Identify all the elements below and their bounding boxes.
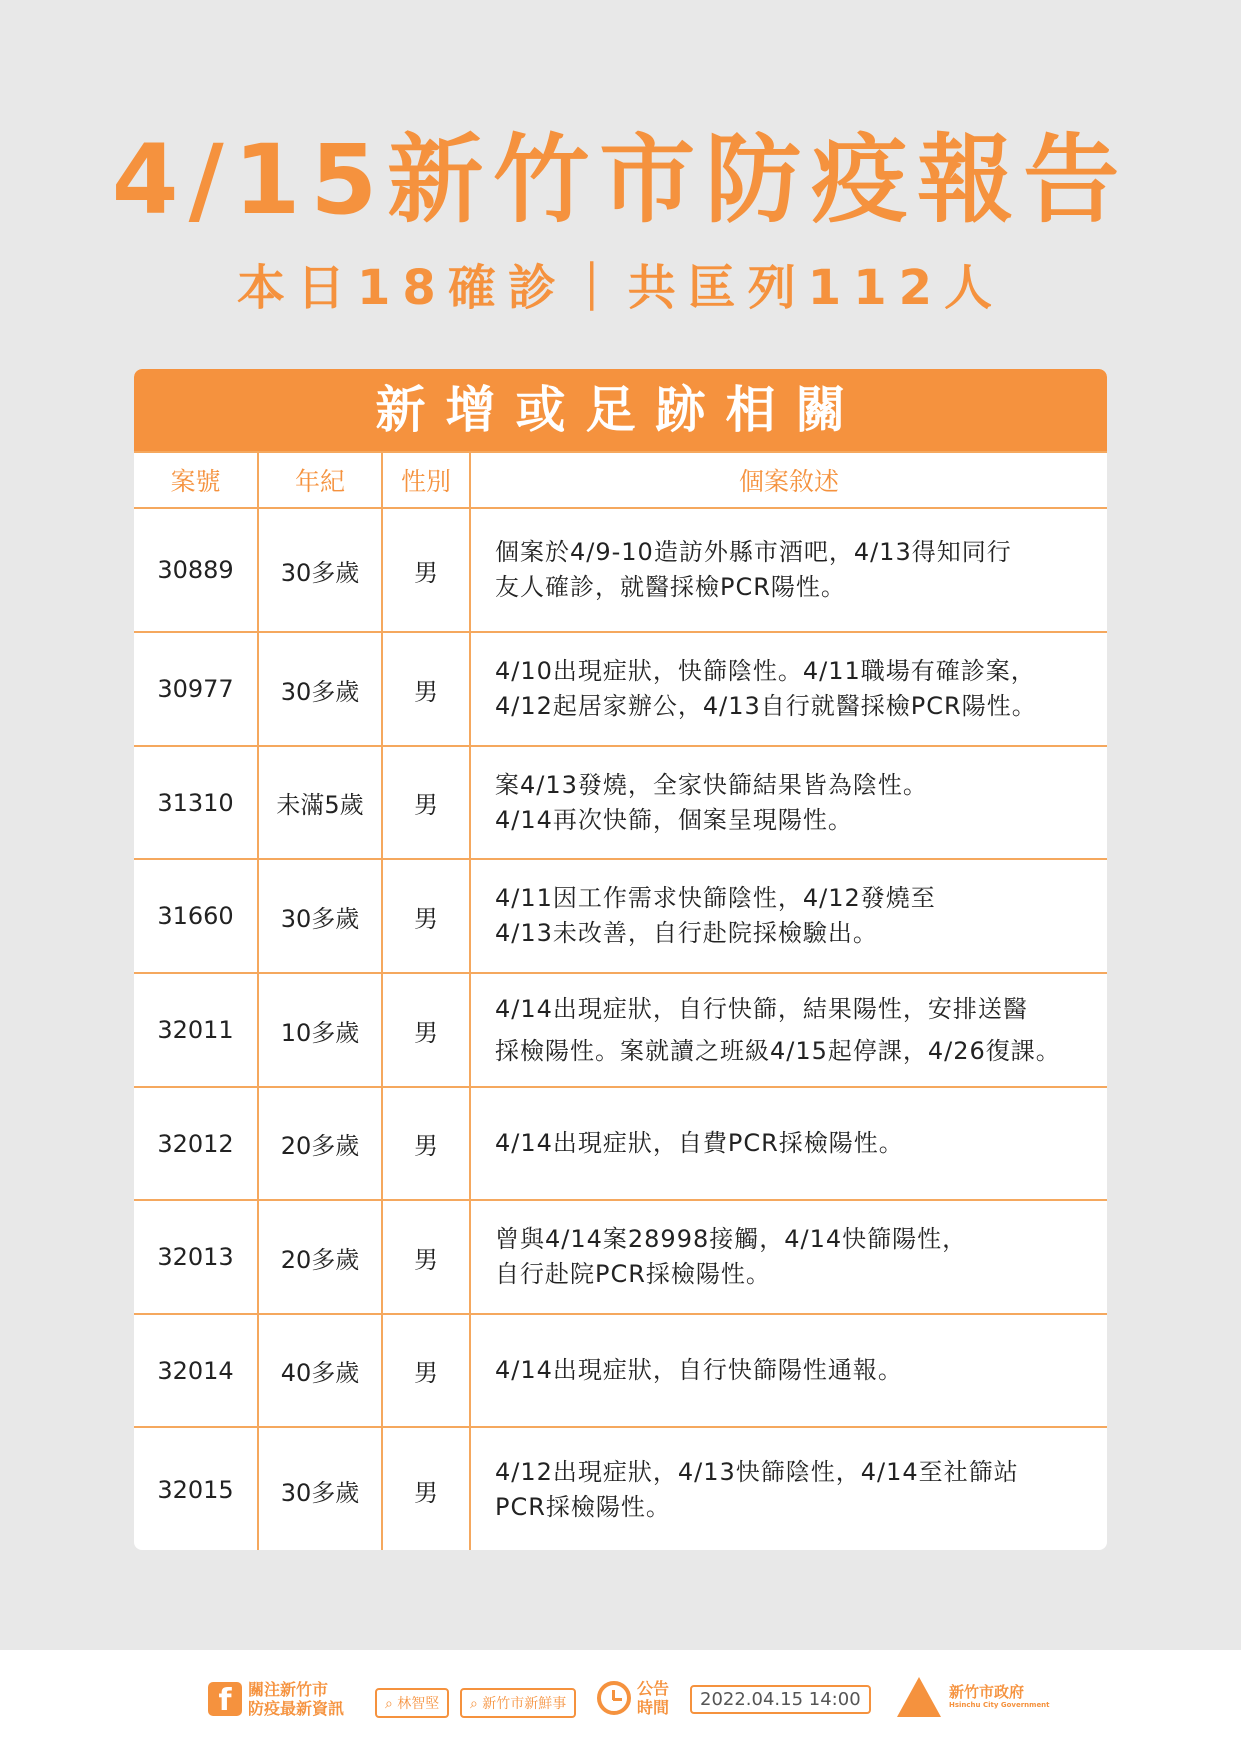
desc-line: 4/10出現症狀，快篩陰性。4/11職場有確診案， bbox=[495, 657, 1036, 685]
desc-line: 自行赴院PCR採檢陽性。 bbox=[495, 1260, 771, 1288]
case-description bbox=[470, 973, 1107, 1087]
follow-line1: 關注新竹市 bbox=[248, 1680, 329, 1699]
clock-icon bbox=[597, 1681, 631, 1715]
case-age: 40多歲 bbox=[258, 1314, 382, 1427]
follow-line2: 防疫最新資訊 bbox=[248, 1699, 345, 1718]
datetime-box bbox=[690, 1685, 871, 1714]
case-description bbox=[470, 1314, 1107, 1427]
case-table-card bbox=[134, 369, 1107, 1550]
case-sex: 男 bbox=[382, 1314, 470, 1427]
case-id: 31310 bbox=[134, 746, 258, 859]
desc-line: 個案於4/9-10造訪外縣市酒吧，4/13得知同行 bbox=[495, 538, 1012, 566]
table-row bbox=[134, 746, 1107, 859]
desc-line: 4/14出現症狀，自行快篩陽性通報。 bbox=[495, 1356, 903, 1384]
desc-line: 4/13未改善，自行赴院採檢驗出。 bbox=[495, 919, 878, 947]
table-row bbox=[134, 1427, 1107, 1550]
desc-line: 4/12起居家辦公，4/13自行就醫採檢PCR陽性。 bbox=[495, 692, 1037, 720]
search-tag-2[interactable] bbox=[460, 1688, 576, 1718]
case-id: 32012 bbox=[134, 1087, 258, 1200]
time-label-1: 公告 bbox=[637, 1679, 670, 1698]
city-logo-icon bbox=[897, 1677, 941, 1717]
table-banner: 新增或足跡相關 bbox=[134, 369, 1107, 451]
case-sex: 男 bbox=[382, 1200, 470, 1314]
facebook-follow[interactable] bbox=[208, 1680, 344, 1718]
search-tag-1[interactable] bbox=[375, 1688, 449, 1718]
case-sex: 男 bbox=[382, 973, 470, 1087]
case-sex: 男 bbox=[382, 508, 470, 632]
case-id: 32014 bbox=[134, 1314, 258, 1427]
case-id: 32011 bbox=[134, 973, 258, 1087]
case-description bbox=[470, 508, 1107, 632]
desc-line: 4/14出現症狀，自行快篩，結果陽性，安排送醫 bbox=[495, 995, 1028, 1023]
case-age: 30多歲 bbox=[258, 508, 382, 632]
desc-line: 採檢陽性。案就讀之班級4/15起停課，4/26復課。 bbox=[495, 1037, 1061, 1065]
case-id: 30889 bbox=[134, 508, 258, 632]
case-age: 20多歲 bbox=[258, 1087, 382, 1200]
desc-line: 友人確診，就醫採檢PCR陽性。 bbox=[495, 573, 846, 601]
case-id: 32015 bbox=[134, 1427, 258, 1550]
table-row bbox=[134, 508, 1107, 632]
search-icon: ⌕ bbox=[470, 1696, 483, 1712]
search-icon: ⌕ bbox=[385, 1696, 398, 1712]
table-header-row bbox=[134, 452, 1107, 508]
city-government-logo bbox=[897, 1677, 1050, 1717]
case-sex: 男 bbox=[382, 632, 470, 746]
datetime: 2022.04.15 14:00 bbox=[690, 1685, 871, 1714]
page-title: 4/15新竹市防疫報告 bbox=[111, 124, 1130, 236]
table-row bbox=[134, 1200, 1107, 1314]
case-age: 20多歲 bbox=[258, 1200, 382, 1314]
case-age: 未滿5歲 bbox=[258, 746, 382, 859]
case-table bbox=[134, 451, 1107, 1550]
table-row bbox=[134, 1087, 1107, 1200]
case-id: 30977 bbox=[134, 632, 258, 746]
desc-line: 4/11因工作需求快篩陰性，4/12發燒至 bbox=[495, 884, 936, 912]
footer bbox=[0, 1650, 1241, 1748]
case-description bbox=[470, 1200, 1107, 1314]
table-row bbox=[134, 632, 1107, 746]
case-age: 10多歲 bbox=[258, 973, 382, 1087]
col-header-sex: 性別 bbox=[382, 452, 470, 508]
case-sex: 男 bbox=[382, 746, 470, 859]
announce-time bbox=[597, 1679, 669, 1717]
case-sex: 男 bbox=[382, 859, 470, 973]
case-age: 30多歲 bbox=[258, 1427, 382, 1550]
desc-line: 案4/13發燒，全家快篩結果皆為陰性。 bbox=[495, 770, 928, 799]
col-header-age: 年紀 bbox=[258, 452, 382, 508]
desc-line: 4/12出現症狀，4/13快篩陰性，4/14至社篩站 bbox=[495, 1458, 1019, 1486]
org-name: 新竹市政府 bbox=[949, 1683, 1025, 1701]
facebook-icon: f bbox=[208, 1682, 242, 1716]
case-description bbox=[470, 746, 1107, 859]
table-row bbox=[134, 859, 1107, 973]
desc-line: PCR採檢陽性。 bbox=[495, 1493, 671, 1521]
table-row bbox=[134, 973, 1107, 1087]
case-description bbox=[470, 1087, 1107, 1200]
search-tag-1-label: 林智堅 bbox=[397, 1696, 440, 1712]
search-tag-2-label: 新竹市新鮮事 bbox=[482, 1696, 567, 1712]
time-label-2: 時間 bbox=[637, 1698, 670, 1717]
col-header-description: 個案敘述 bbox=[470, 452, 1107, 508]
case-description bbox=[470, 1427, 1107, 1550]
case-id: 32013 bbox=[134, 1200, 258, 1314]
case-description bbox=[470, 859, 1107, 973]
case-description bbox=[470, 632, 1107, 746]
table-row bbox=[134, 1314, 1107, 1427]
desc-line: 曾與4/14案28998接觸，4/14快篩陽性， bbox=[495, 1225, 968, 1253]
case-age: 30多歲 bbox=[258, 859, 382, 973]
desc-line: 4/14出現症狀，自費PCR採檢陽性。 bbox=[495, 1129, 904, 1157]
case-sex: 男 bbox=[382, 1427, 470, 1550]
case-age: 30多歲 bbox=[258, 632, 382, 746]
col-header-case-id: 案號 bbox=[134, 452, 258, 508]
case-sex: 男 bbox=[382, 1087, 470, 1200]
page-subtitle: 本日18確診｜共匡列112人 bbox=[237, 260, 1004, 316]
desc-line: 4/14再次快篩，個案呈現陽性。 bbox=[495, 805, 853, 834]
org-name-en: Hsinchu City Government bbox=[949, 1701, 1050, 1709]
case-id: 31660 bbox=[134, 859, 258, 973]
